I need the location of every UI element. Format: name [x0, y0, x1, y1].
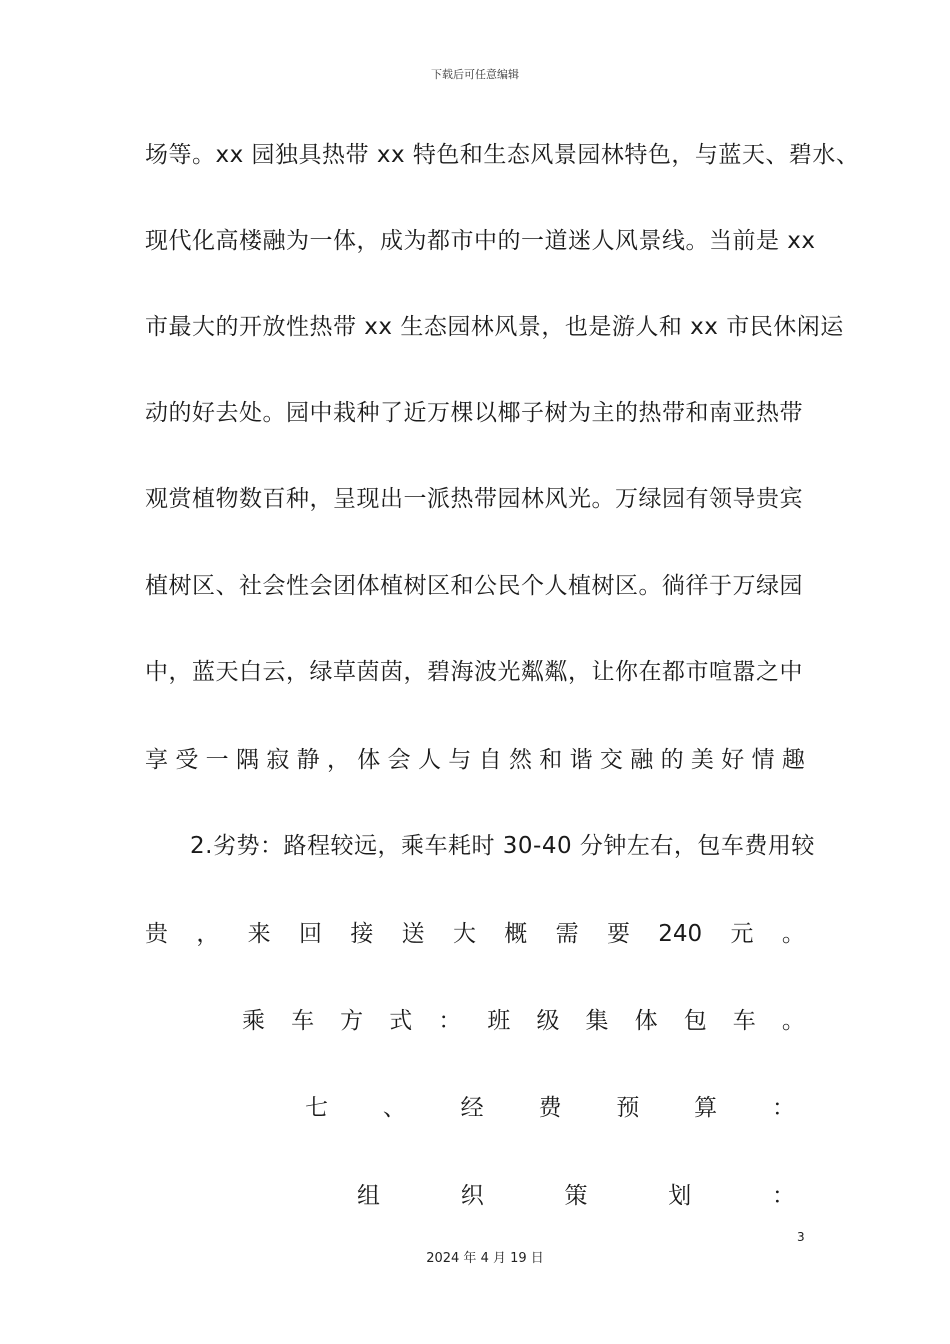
- char: 体: [357, 747, 381, 773]
- char: ，: [196, 921, 220, 947]
- body-line-7: 中，蓝天白云，绿草茵茵，碧海波光粼粼，让你在都市喧嚣之中: [145, 659, 803, 685]
- char: 自: [478, 747, 502, 773]
- char: 级: [536, 1008, 560, 1034]
- char: 好: [721, 747, 745, 773]
- char: 七: [305, 1095, 328, 1121]
- char: 会: [387, 747, 411, 773]
- char: 接: [350, 921, 374, 947]
- char: 来: [247, 921, 271, 947]
- char: 。: [781, 921, 805, 947]
- char: 与: [448, 747, 472, 773]
- char: 交: [599, 747, 623, 773]
- char: 概: [504, 921, 528, 947]
- char: 体: [634, 1008, 658, 1034]
- body-line-justified: [145, 745, 805, 775]
- char: 融: [630, 747, 654, 773]
- char: 车: [732, 1008, 756, 1034]
- char: 班: [487, 1008, 511, 1034]
- body-line-1: 场等。xx 园独具热带 xx 特色和生态风景园林特色，与蓝天、碧水、: [145, 142, 860, 168]
- body-line-2: 现代化高楼融为一体，成为都市中的一道迷人风景线。当前是 xx: [145, 228, 816, 254]
- body-line-6: 植树区、社会性会团体植树区和公民个人植树区。徜徉于万绿园: [145, 573, 803, 599]
- char: 算: [694, 1095, 718, 1121]
- char: 送: [401, 921, 425, 947]
- char: 需: [555, 921, 579, 947]
- char: 贵: [145, 921, 168, 947]
- char: 要: [606, 921, 630, 947]
- char: ：: [438, 1008, 462, 1034]
- char: 大: [452, 921, 476, 947]
- body-line-5: 观赏植物数百种，呈现出一派热带园林风光。万绿园有领导贵宾: [145, 486, 803, 512]
- char: 240: [658, 921, 703, 947]
- char: 一: [205, 747, 229, 773]
- char: 费: [538, 1095, 562, 1121]
- char: 经: [460, 1095, 484, 1121]
- char: 和: [539, 747, 563, 773]
- organize-plan-heading: [357, 1181, 795, 1211]
- char: 美: [690, 747, 714, 773]
- char: 静: [296, 747, 320, 773]
- char: 集: [585, 1008, 609, 1034]
- char: 谐: [569, 747, 593, 773]
- char: 策: [564, 1183, 588, 1209]
- char: 划: [668, 1183, 692, 1209]
- char: 情: [751, 747, 775, 773]
- char: ：: [772, 1183, 795, 1209]
- char: 织: [460, 1183, 484, 1209]
- body-line-4: 动的好去处。园中栽种了近万棵以椰子树为主的热带和南亚热带: [145, 400, 803, 426]
- budget-heading: [305, 1093, 795, 1123]
- char: 方: [340, 1008, 364, 1034]
- char: 式: [389, 1008, 413, 1034]
- char: 包: [683, 1008, 707, 1034]
- item-2-disadvantage: 2.劣势：路程较远，乘车耗时 30-40 分钟左右，包车费用较: [190, 833, 815, 859]
- page-number: 3: [797, 1230, 805, 1244]
- footer-date: 2024 年 4 月 19 日: [426, 1251, 544, 1266]
- char: 组: [357, 1183, 380, 1209]
- char: 受: [175, 747, 199, 773]
- char: 回: [298, 921, 322, 947]
- char: 隅: [235, 747, 259, 773]
- body-line-3: 市最大的开放性热带 xx 生态园林风景，也是游人和 xx 市民休闲运: [145, 314, 844, 340]
- char: 车: [291, 1008, 315, 1034]
- char: 预: [616, 1095, 640, 1121]
- char: ，: [326, 747, 350, 773]
- page-header: 下载后可任意编辑: [431, 68, 519, 81]
- char: 乘: [242, 1008, 265, 1034]
- char: 、: [382, 1095, 406, 1121]
- ride-method-line: [242, 1006, 805, 1036]
- char: 元: [730, 921, 754, 947]
- char: 的: [660, 747, 684, 773]
- char: 寂: [266, 747, 290, 773]
- cost-line: [145, 919, 805, 949]
- char: 然: [508, 747, 532, 773]
- char: 享: [145, 747, 168, 773]
- char: ：: [771, 1095, 795, 1121]
- char: 。: [781, 1008, 805, 1034]
- char: 人: [417, 747, 441, 773]
- char: 趣: [781, 747, 805, 773]
